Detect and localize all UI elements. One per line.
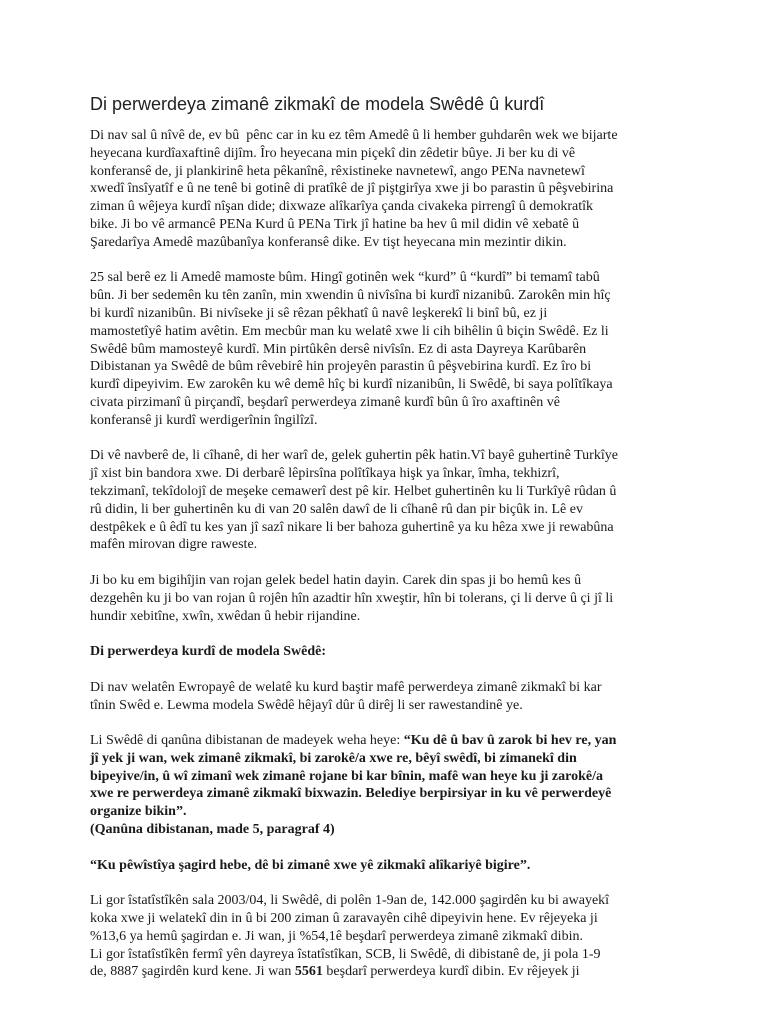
statistics-line: Li gor îstatîstîkên sala 2003/04, li Swêdê, di polên 1-9an de, 142.000 şagirdên ku bi awayekî — [90, 893, 610, 909]
text-line: hundir xebitîne, xwîn, xwêdan û hebir rijandine. — [90, 608, 361, 624]
text-line: rû didin, li ber guhertinên ku di van 20 salên dawî de li cîhanê rû dan pir biçûk in. Lê ev — [90, 501, 583, 517]
paragraph-section-intro — [90, 679, 730, 715]
text-line: 25 sal berê ez li Amedê mamoste bûm. Hingî gotinên wek “kurd” û “kurdî” bi temamî tabû — [90, 270, 600, 286]
text-line: heyecana kurdîaxaftinê dijîm. Îro heyecana min piçekî din zêdetir bûye. Ji ber ku di vê — [90, 145, 576, 161]
section-heading: Di perwerdeya kurdî de modela Swêdê: — [90, 644, 327, 660]
text-line: kurdî dipeyivim. Ew zarokên ku wê demê hîç bi kurdî nizanibûn, li Swêdê, bi saya polîtîkaya — [90, 377, 613, 393]
text-line: destpêkek e û êdî tu kes yan jî sazî nikare li ber bahoza guhertinê ya ku hêza xwe ji rewabûna — [90, 519, 614, 535]
kurdish-students-count: 5561 — [294, 964, 323, 980]
text-line: bûn. Ji ber sedemên ku tên zanîn, min xwendin û nivîsîna bi kurdî nizanibû. Zarokên min hîç — [90, 288, 611, 304]
text-line — [90, 732, 730, 750]
statistics-line: %13,6 ya hemû şagirdan e. Ji wan, ji %54,1ê beşdarî perwerdeya zimanê zikmakî dibin. — [90, 928, 583, 944]
principle-quote: “Ku pêwîstîya şagird hebe, dê bi zimanê xwe yê zikmakî alîkariyê bigire”. — [90, 857, 531, 873]
text-line: mamostetîyê hatim avêtin. Em mecbûr man ku welatê xwe li cih bihêlin û biçin Swêdê. Ez li — [90, 323, 609, 339]
paragraph-intro-change — [90, 447, 730, 554]
text-line: bi kurdî nizanibûn. Bi nivîseke ji sê rêzan pêkhatî û navê leşkerekî li binî bû, ez ji — [90, 305, 548, 321]
document-title: Di perwerdeya zimanê zikmakî de modela Swêdê û kurdî — [90, 94, 545, 114]
law-quote-line: bipeyive/in, û wî zimanî wek zimanê rojane bi kar bînin, mafê wan heye ku ji zarokê/a — [90, 768, 603, 784]
law-quote-line: “Ku dê û bav û zarok bi hev re, yan — [403, 733, 617, 749]
text-line: Di nav sal û nîvê de, ev bû pênc car in ku ez têm Amedê û li hember guhdarên wek we bijarte — [90, 128, 618, 143]
text-line: Dibistanan ya Swêdê de bûm rêvebirê hin projeyên parastin û pêşvebirina kurdî. Ez îro bi — [90, 359, 592, 375]
text-line: Swêdê bûm mamosteyê kurdî. Min pirtûkên dersê nivîsîn. Ez di asta Dayreya Karûbarên — [90, 341, 587, 357]
text-line: mafên mirovan digre raweste. — [90, 537, 258, 553]
paragraph-intro-thanks — [90, 572, 730, 625]
paragraph-intro-personal-history — [90, 269, 730, 429]
text-line: tekzimanî, tekîdolojî de meşeke cemawerî dest pê kir. Helbet guhertinên ku li Turkîyê rûdan û — [90, 483, 617, 499]
text-line: Di vê navberê de, li cîhanê, di her warî de, gelek guhertin pêk hatin.Vî bayê guhertinê Turkîye — [90, 448, 618, 464]
statistics-text: beşdarî perwerdeya kurdî dibin. Ev rêjeyek ji — [322, 964, 580, 980]
paragraph-intro-conference — [90, 127, 730, 252]
law-quote-line: organize bikin”. — [90, 804, 187, 820]
text-line: jî xist bin bandora xwe. Di derbarê lêpirsîna polîtîkaya hişk ya înkar, îmha, tekhizrî, — [90, 466, 560, 482]
text-line: tînin Swêd e. Lewma modela Swêdê hêjayî dûr û dirêj li ser rawestandinê ye. — [90, 697, 523, 713]
text-line: dezgehên ku ji bo van rojan û rojên hîn azadtir hîn xweştir, hîn bi tolerans, çi li derve û çi jî li — [90, 590, 614, 606]
paragraph-statistics — [90, 892, 730, 981]
section-heading-block — [90, 643, 730, 661]
text-line: Şaredarîya Amedê mazûbanîya konferansê dike. Ev tişt heyecana min mezintir dikin. — [90, 234, 567, 250]
statistics-line: koka xwe ji welatekî din in û bi 200 ziman û zaravayên cihê dipeyivin hene. Ev rêjeyeka ji — [90, 911, 598, 927]
law-citation: (Qanûna dibistanan, made 5, paragraf 4) — [90, 822, 335, 838]
text-line: xwedî însîyatîf e û ne tenê bi gotinê di pratîkê de jî piştgirîya xwe ji bo parastin û pêşvebirina — [90, 181, 614, 197]
statistics-text: de, 8887 şagirdên kurd kene. Ji wan — [90, 964, 295, 980]
text-line: Ji bo ku em bigihîjin van rojan gelek bedel hatin dayin. Carek din spas ji bo hemû kes û — [90, 572, 582, 588]
statistics-line: Li gor îstatîstîkên fermî yên dayreya îstatîstîkan, SCB, li Swêdê, di dibistanê de, ji pola 1-9 — [90, 946, 601, 962]
text-line: civata pirzimanî û pirçandî, beşdarî perwerdeya zimanê kurdî bûn û îro axaftinên vê — [90, 394, 560, 410]
law-quote-line: jî yek ji wan, wek zimanê zikmakî, bi zarokê/a xwe re, bêyî swêdî, bi zimanekî din — [90, 750, 577, 766]
statistics-line — [90, 963, 730, 981]
text-line: ziman û wêjeya kurdî nîşan dide; dixwaze alîkarîya çanda civakeka pirrengî û demokratîk — [90, 199, 594, 215]
text-line: konferansê de, ji plankirinê heta pêkanînê, rêxistineke navnetewî, ango PENa navnetewî — [90, 163, 585, 179]
paragraph-law-article — [90, 732, 730, 839]
document-body — [90, 127, 730, 981]
law-lead-text: Li Swêdê di qanûna dibistanan de madeyek weha heye: — [90, 733, 404, 749]
text-line: Di nav welatên Ewropayê de welatê ku kurd baştir mafê perwerdeya zimanê zikmakî bi kar — [90, 679, 602, 695]
text-line: konferansê ji kurdî werdigerînin îngilîzî. — [90, 412, 318, 428]
principle-quote-block — [90, 857, 730, 875]
law-quote-line: xwe re perwerdeya zimanê zikmakî bixwazin. Belediye berpirsiyar in ku vê perwerdeyê — [90, 786, 612, 802]
text-line: bike. Ji bo vê armancê PENa Kurd û PENa Tirk jî hatine ba hev û mil didin vê xebatê û — [90, 216, 580, 232]
